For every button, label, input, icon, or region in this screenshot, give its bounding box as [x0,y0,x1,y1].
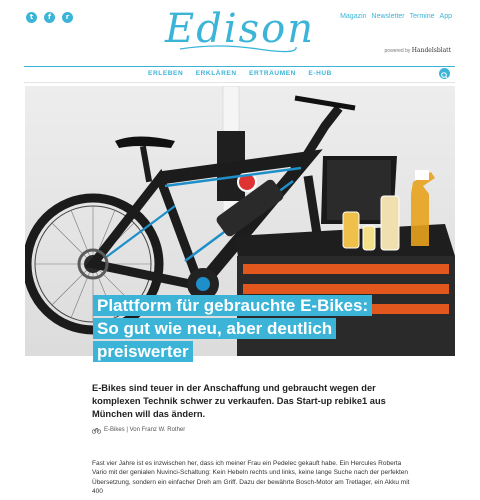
search-button[interactable] [439,68,450,79]
bike-icon [92,426,101,434]
nav-ertraeumen[interactable]: ERTRÄUMEN [249,70,296,77]
site-header [0,0,480,62]
nav-erleben[interactable]: ERLEBEN [148,70,184,77]
topnav-app[interactable]: App [439,13,452,20]
nav-divider [24,82,455,83]
rss-icon[interactable]: r [62,12,73,23]
topnav-newsletter[interactable]: Newsletter [371,13,405,20]
nav-e-hub[interactable]: E-HUB [308,70,332,77]
article-body: Fast vier Jahre ist es inzwischen her, dass ich meiner Frau ein Pedelec gekauft habe. Ein Hercules Roberta Vario mit der genialen Nuvinci-Schaltung: Kein Hebeln rechts und links, keine lange Suche nach der perfekten Übersetzung, sondern ein einfacher Dreh am Griff. Dazu der bewährte Bosch-Motor am Tretlager, ein Akku mit 400 [92,460,410,496]
article-byline [92,426,185,434]
site-logo[interactable]: Edison [165,6,315,52]
twitter-icon[interactable]: t [26,12,37,23]
byline-text[interactable]: E-Bikes | Von Franz W. Rother [104,427,186,433]
facebook-icon[interactable]: f [44,12,55,23]
nav-erklaeren[interactable]: ERKLÄREN [195,70,237,77]
powered-by: powered by Handelsblatt [384,47,451,54]
handelsblatt-logo[interactable]: Handelsblatt [411,47,451,54]
main-navigation [0,70,480,77]
search-icon [439,70,450,81]
article-lead: E-Bikes sind teuer in der Anschaffung und gebraucht wegen der komplexen Technik schwer zu verkaufen. Das Start-up rebike1 aus München will das ändern. [92,383,386,419]
topnav-termine[interactable]: Termine [409,13,435,20]
topnav-magazin[interactable]: Magazin [340,13,367,20]
header-divider [24,66,455,67]
article-headline: Plattform für gebrauchte E-Bikes: So gut wie neu, aber deutlich preiswerter [93,294,393,363]
logo-swoosh-icon [178,44,298,54]
top-navigation [340,13,452,20]
